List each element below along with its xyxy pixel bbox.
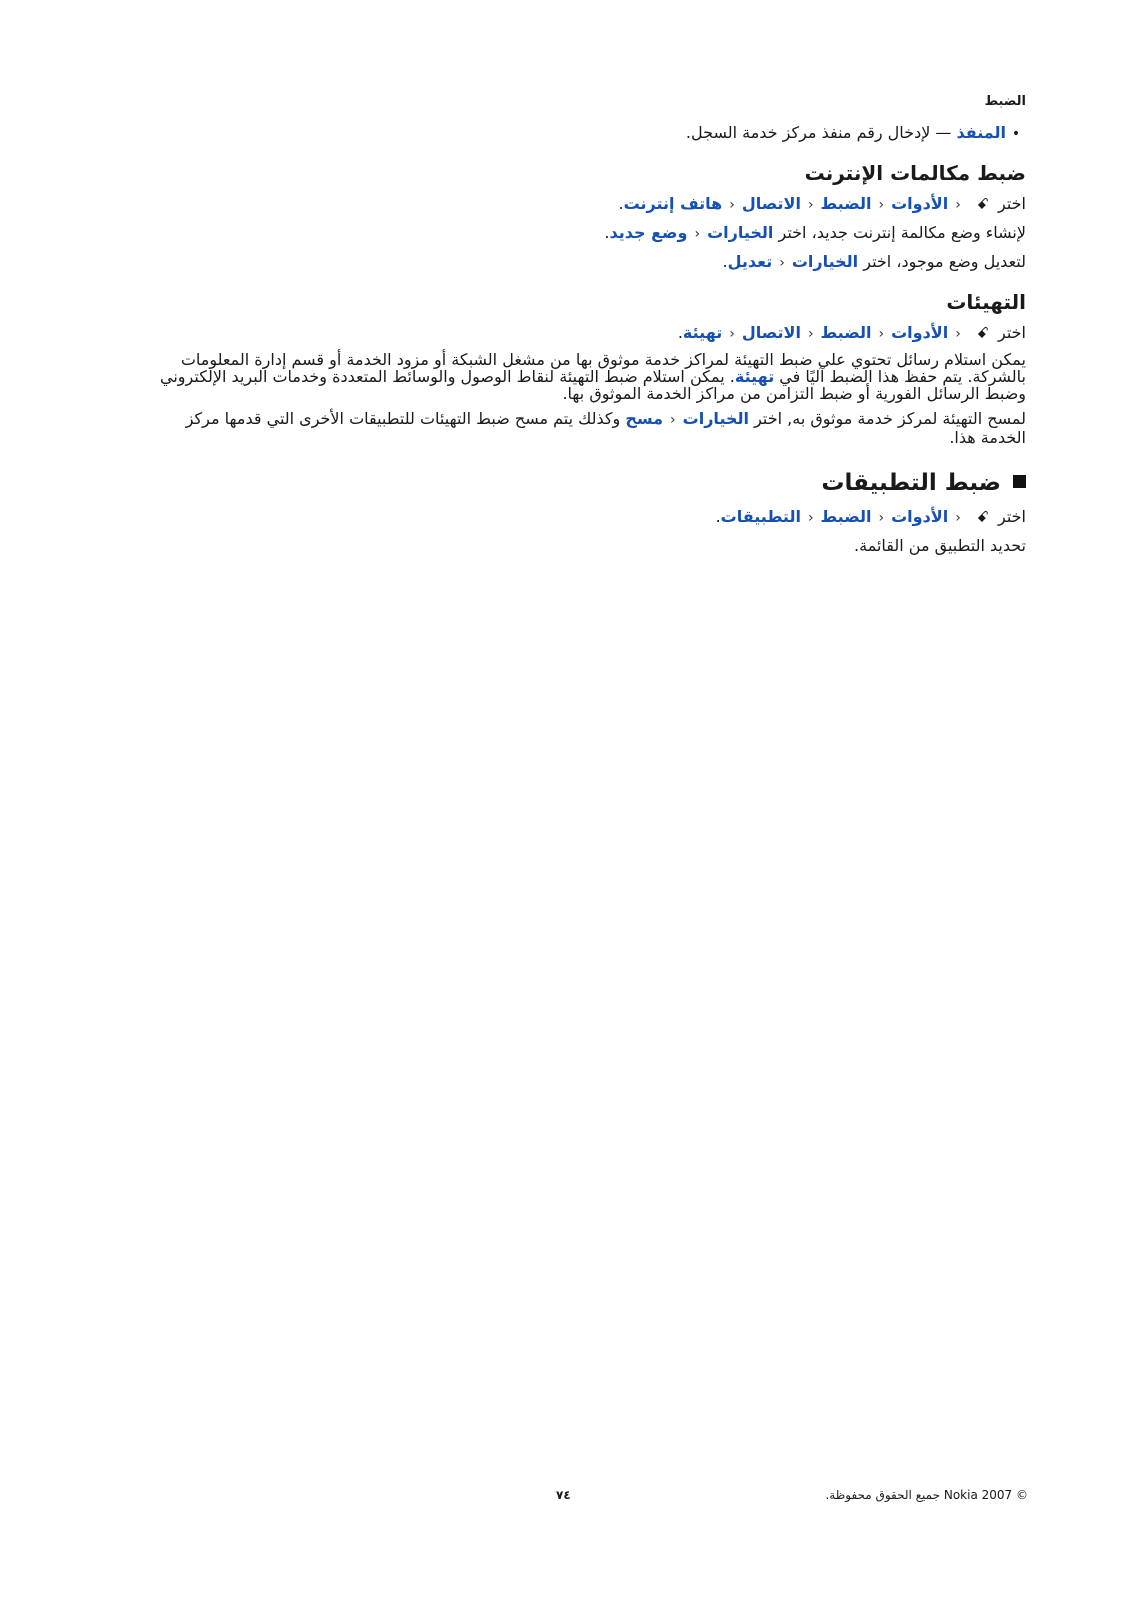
- chevron-left-icon: ‹: [729, 326, 735, 342]
- chevron-left-icon: ‹: [729, 197, 735, 213]
- path-item-delete: مسح: [625, 409, 664, 428]
- delete-config-instructions: [150, 410, 1026, 446]
- path-prefix: اختر: [998, 194, 1026, 213]
- path-prefix: اختر: [998, 507, 1026, 526]
- bullet-item-port: [150, 122, 1026, 145]
- configurations-path: اختر ꗃ ‹الأدوات‹الضبط‹الاتصال‹تهيئة.: [150, 322, 1026, 345]
- path-item-tools: الأدوات: [891, 507, 949, 526]
- chevron-left-icon: ‹: [807, 510, 814, 526]
- chevron-left-icon: ‹: [955, 197, 961, 213]
- chevron-left-icon: ‹: [779, 255, 785, 271]
- edit-profile-instructions: لتعديل وضع موجود، اختر الخيارات‹تعديل.: [150, 251, 1026, 274]
- chevron-left-icon: ‹: [878, 510, 885, 526]
- path-item-options: الخيارات: [682, 409, 749, 428]
- chevron-left-icon: ‹: [807, 326, 814, 342]
- internet-call-heading: ضبط مكالمات الإنترنت: [804, 161, 1026, 185]
- configurations-description: [150, 351, 1026, 402]
- section-header: الضبط: [984, 94, 1026, 109]
- path-item-new-profile: وضع جديد: [609, 223, 688, 242]
- chevron-left-icon: ‹: [878, 197, 885, 213]
- delete-text-after: وكذلك يتم مسح ضبط التهيئات للتطبيقات الأخرى التي قدمها مركز الخدمة هذا.: [185, 409, 1026, 447]
- delete-text-before: لمسح التهيئة لمركز خدمة موثوق به, اختر: [749, 409, 1026, 428]
- copyright-notice: © Nokia 2007 جميع الحقوق محفوظة.: [825, 1488, 1028, 1502]
- path-prefix: اختر: [998, 323, 1026, 342]
- square-icon: [1013, 475, 1026, 488]
- menu-key-icon: ꗃ: [976, 508, 989, 526]
- config-text-after: . يمكن استلام ضبط التهيئة لنقاط الوصول والوسائط المتعددة وخدمات البريد الإلكتروني وضبط الرسائل الفورية أو ضبط التزامن من مراكز الخدمة الموثوق بها.: [160, 367, 1026, 403]
- internet-call-path: اختر ꗃ ‹الأدوات‹الضبط‹الاتصال‹هاتف إنترنت.: [150, 193, 1026, 216]
- path-item-configurations: تهيئة: [682, 323, 723, 342]
- edit-profile-text: لتعديل وضع موجود، اختر: [858, 252, 1026, 271]
- path-item-applications: التطبيقات: [720, 507, 801, 526]
- page-content: [150, 94, 1026, 563]
- app-settings-description: تحديد التطبيق من القائمة.: [854, 536, 1026, 555]
- bullet-icon: •: [1011, 126, 1021, 142]
- menu-key-icon: ꗃ: [976, 195, 989, 213]
- chevron-left-icon: ‹: [955, 510, 961, 526]
- app-settings-title: ضبط التطبيقات: [821, 470, 1001, 496]
- path-item-settings: الضبط: [820, 194, 872, 213]
- path-item-edit: تعديل: [727, 252, 773, 271]
- path-item-internet-phone: هاتف إنترنت: [623, 194, 723, 213]
- chevron-left-icon: ‹: [807, 197, 814, 213]
- path-item-options: الخيارات: [791, 252, 859, 271]
- chevron-left-icon: ‹: [878, 326, 885, 342]
- chevron-left-icon: ‹: [955, 326, 961, 342]
- configurations-heading: التهيئات: [946, 290, 1026, 314]
- page-footer: [0, 1488, 1132, 1508]
- path-item-tools: الأدوات: [891, 194, 949, 213]
- app-settings-path: اختر ꗃ ‹الأدوات‹الضبط‹التطبيقات.: [150, 506, 1026, 529]
- path-item-settings: الضبط: [820, 507, 872, 526]
- path-item-connection: الاتصال: [741, 323, 801, 342]
- app-settings-heading: [150, 468, 1026, 498]
- path-item-tools: الأدوات: [891, 323, 949, 342]
- path-item-settings: الضبط: [820, 323, 872, 342]
- new-profile-text: لإنشاء وضع مكالمة إنترنت جديد، اختر: [773, 223, 1026, 242]
- path-item-connection: الاتصال: [741, 194, 801, 213]
- path-item-options: الخيارات: [707, 223, 774, 242]
- config-link: تهيئة: [734, 367, 775, 386]
- new-profile-instructions: لإنشاء وضع مكالمة إنترنت جديد، اختر الخيارات‹وضع جديد.: [150, 222, 1026, 245]
- chevron-left-icon: ‹: [670, 412, 676, 428]
- config-text-before: يمكن استلام رسائل تحتوي على ضبط التهيئة لمراكز خدمة موثوق بها من مشغل الشبكة أو مزود الخدمة أو قسم إدارة المعلومات بالشركة. يتم حفظ هذا الضبط آليًا في: [180, 350, 1026, 386]
- page-number: ٧٤: [556, 1488, 571, 1502]
- port-term: المنفذ: [956, 123, 1006, 142]
- menu-key-icon: ꗃ: [976, 324, 989, 342]
- port-description: — لإدخال رقم منفذ مركز خدمة السجل.: [685, 123, 957, 142]
- chevron-left-icon: ‹: [694, 226, 701, 242]
